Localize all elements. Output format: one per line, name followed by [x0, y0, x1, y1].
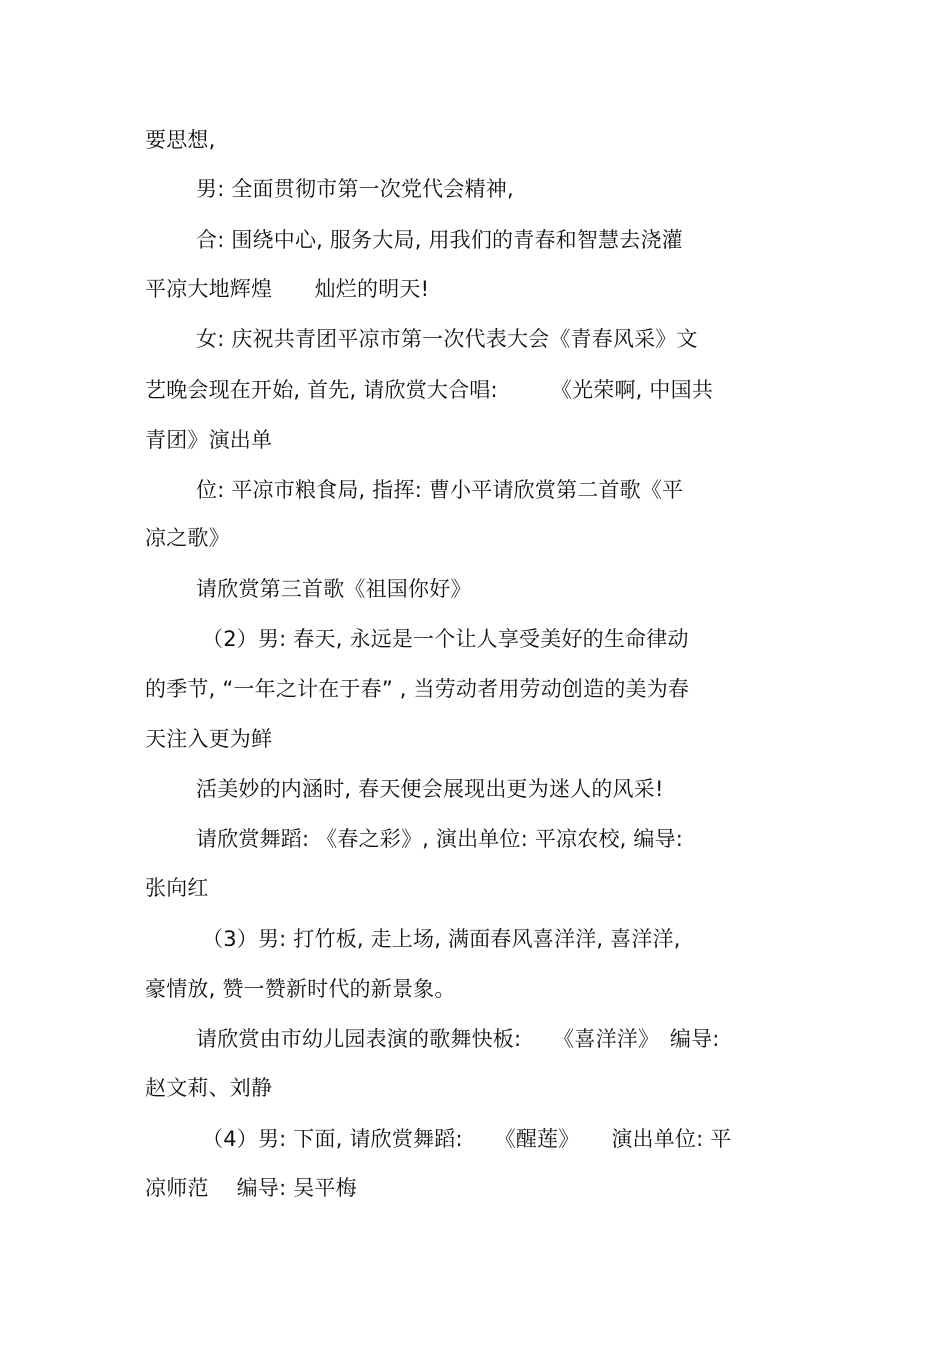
text-line-10: 请欣赏第三首歌《祖国你好》: [196, 577, 472, 601]
text-line-8: 位: 平凉市粮食局, 指挥: 曹小平请欣赏第二首歌《平: [196, 478, 684, 502]
text-line-20: 赵文莉、刘静: [145, 1076, 273, 1100]
text-line-4: 平凉大地辉煌 灿烂的明天!: [145, 277, 430, 301]
text-line-13: 天注入更为鲜: [145, 727, 273, 751]
text-line-22: 凉师范 编导: 吴平梅: [145, 1176, 357, 1200]
text-line-2: 男: 全面贯彻市第一次党代会精神,: [196, 177, 514, 201]
text-line-3: 合: 围绕中心, 服务大局, 用我们的青春和智慧去浇灌: [196, 228, 683, 252]
text-line-11: （2）男: 春天, 永远是一个让人享受美好的生命律动: [202, 627, 689, 651]
text-line-19: 请欣赏由市幼儿园表演的歌舞快板: 《喜洋洋》 编导:: [196, 1027, 720, 1051]
text-line-15: 请欣赏舞蹈: 《春之彩》, 演出单位: 平凉农校, 编导:: [196, 827, 684, 851]
text-line-21: （4）男: 下面, 请欣赏舞蹈: 《醒莲》 演出单位: 平: [202, 1127, 732, 1151]
text-line-16: 张向红: [145, 876, 209, 900]
text-line-6: 艺晚会现在开始, 首先, 请欣赏大合唱: 《光荣啊, 中国共: [145, 378, 714, 402]
text-line-9: 凉之歌》: [145, 526, 230, 550]
text-line-7: 青团》演出单: [145, 428, 273, 452]
text-line-14: 活美妙的内涵时, 春天便会展现出更为迷人的风采!: [196, 777, 664, 801]
text-line-17: （3）男: 打竹板, 走上场, 满面春风喜洋洋, 喜洋洋,: [202, 927, 681, 951]
text-line-5: 女: 庆祝共青团平凉市第一次代表大会《青春风采》文: [196, 327, 698, 351]
text-line-1: 要思想,: [145, 128, 216, 152]
text-line-18: 豪情放, 赞一赞新时代的新景象。: [145, 977, 456, 1001]
text-line-12: 的季节, “一年之计在于春” , 当劳动者用劳动创造的美为春: [145, 677, 690, 701]
